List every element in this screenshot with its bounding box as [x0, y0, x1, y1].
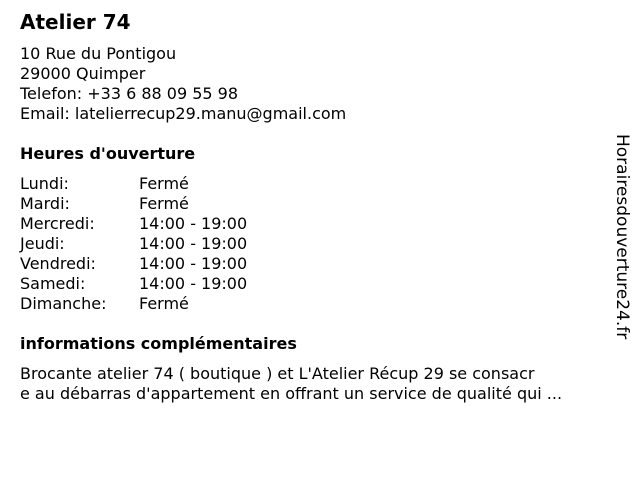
hours-value: 14:00 - 19:00 — [139, 274, 248, 293]
hours-row-wednesday — [20, 214, 320, 234]
hours-row-saturday — [20, 274, 320, 294]
site-watermark: Horairesdouverture24.fr — [612, 134, 632, 340]
address-street: 10 Rue du Pontigou — [20, 44, 177, 63]
business-name: Atelier 74 — [20, 10, 131, 34]
day-label: Mardi: — [20, 194, 70, 213]
description-line: e au débarras d'appartement en offrant un service de qualité qui ... — [20, 384, 563, 403]
hours-value: Fermé — [139, 294, 189, 313]
hours-row-monday — [20, 174, 320, 194]
hours-row-friday — [20, 254, 320, 274]
hours-row-tuesday — [20, 194, 320, 214]
hours-value: 14:00 - 19:00 — [139, 234, 248, 253]
hours-row-thursday — [20, 234, 320, 254]
hours-value: Fermé — [139, 174, 189, 193]
day-label: Lundi: — [20, 174, 69, 193]
phone-number: Telefon: +33 6 88 09 55 98 — [20, 84, 239, 103]
hours-value: 14:00 - 19:00 — [139, 254, 248, 273]
hours-value: 14:00 - 19:00 — [139, 214, 248, 233]
day-label: Mercredi: — [20, 214, 95, 233]
info-heading: informations complémentaires — [20, 334, 297, 353]
business-description — [20, 364, 620, 404]
description-line: Brocante atelier 74 ( boutique ) et L'Atelier Récup 29 se consacr — [20, 364, 535, 383]
address-city: 29000 Quimper — [20, 64, 146, 83]
hours-row-sunday — [20, 294, 320, 314]
opening-hours-table — [20, 174, 320, 314]
day-label: Jeudi: — [20, 234, 65, 253]
hours-value: Fermé — [139, 194, 189, 213]
hours-heading: Heures d'ouverture — [20, 144, 196, 163]
contact-block — [20, 44, 346, 124]
day-label: Dimanche: — [20, 294, 107, 313]
day-label: Samedi: — [20, 274, 86, 293]
email-address: Email: latelierrecup29.manu@gmail.com — [20, 104, 347, 123]
day-label: Vendredi: — [20, 254, 96, 273]
